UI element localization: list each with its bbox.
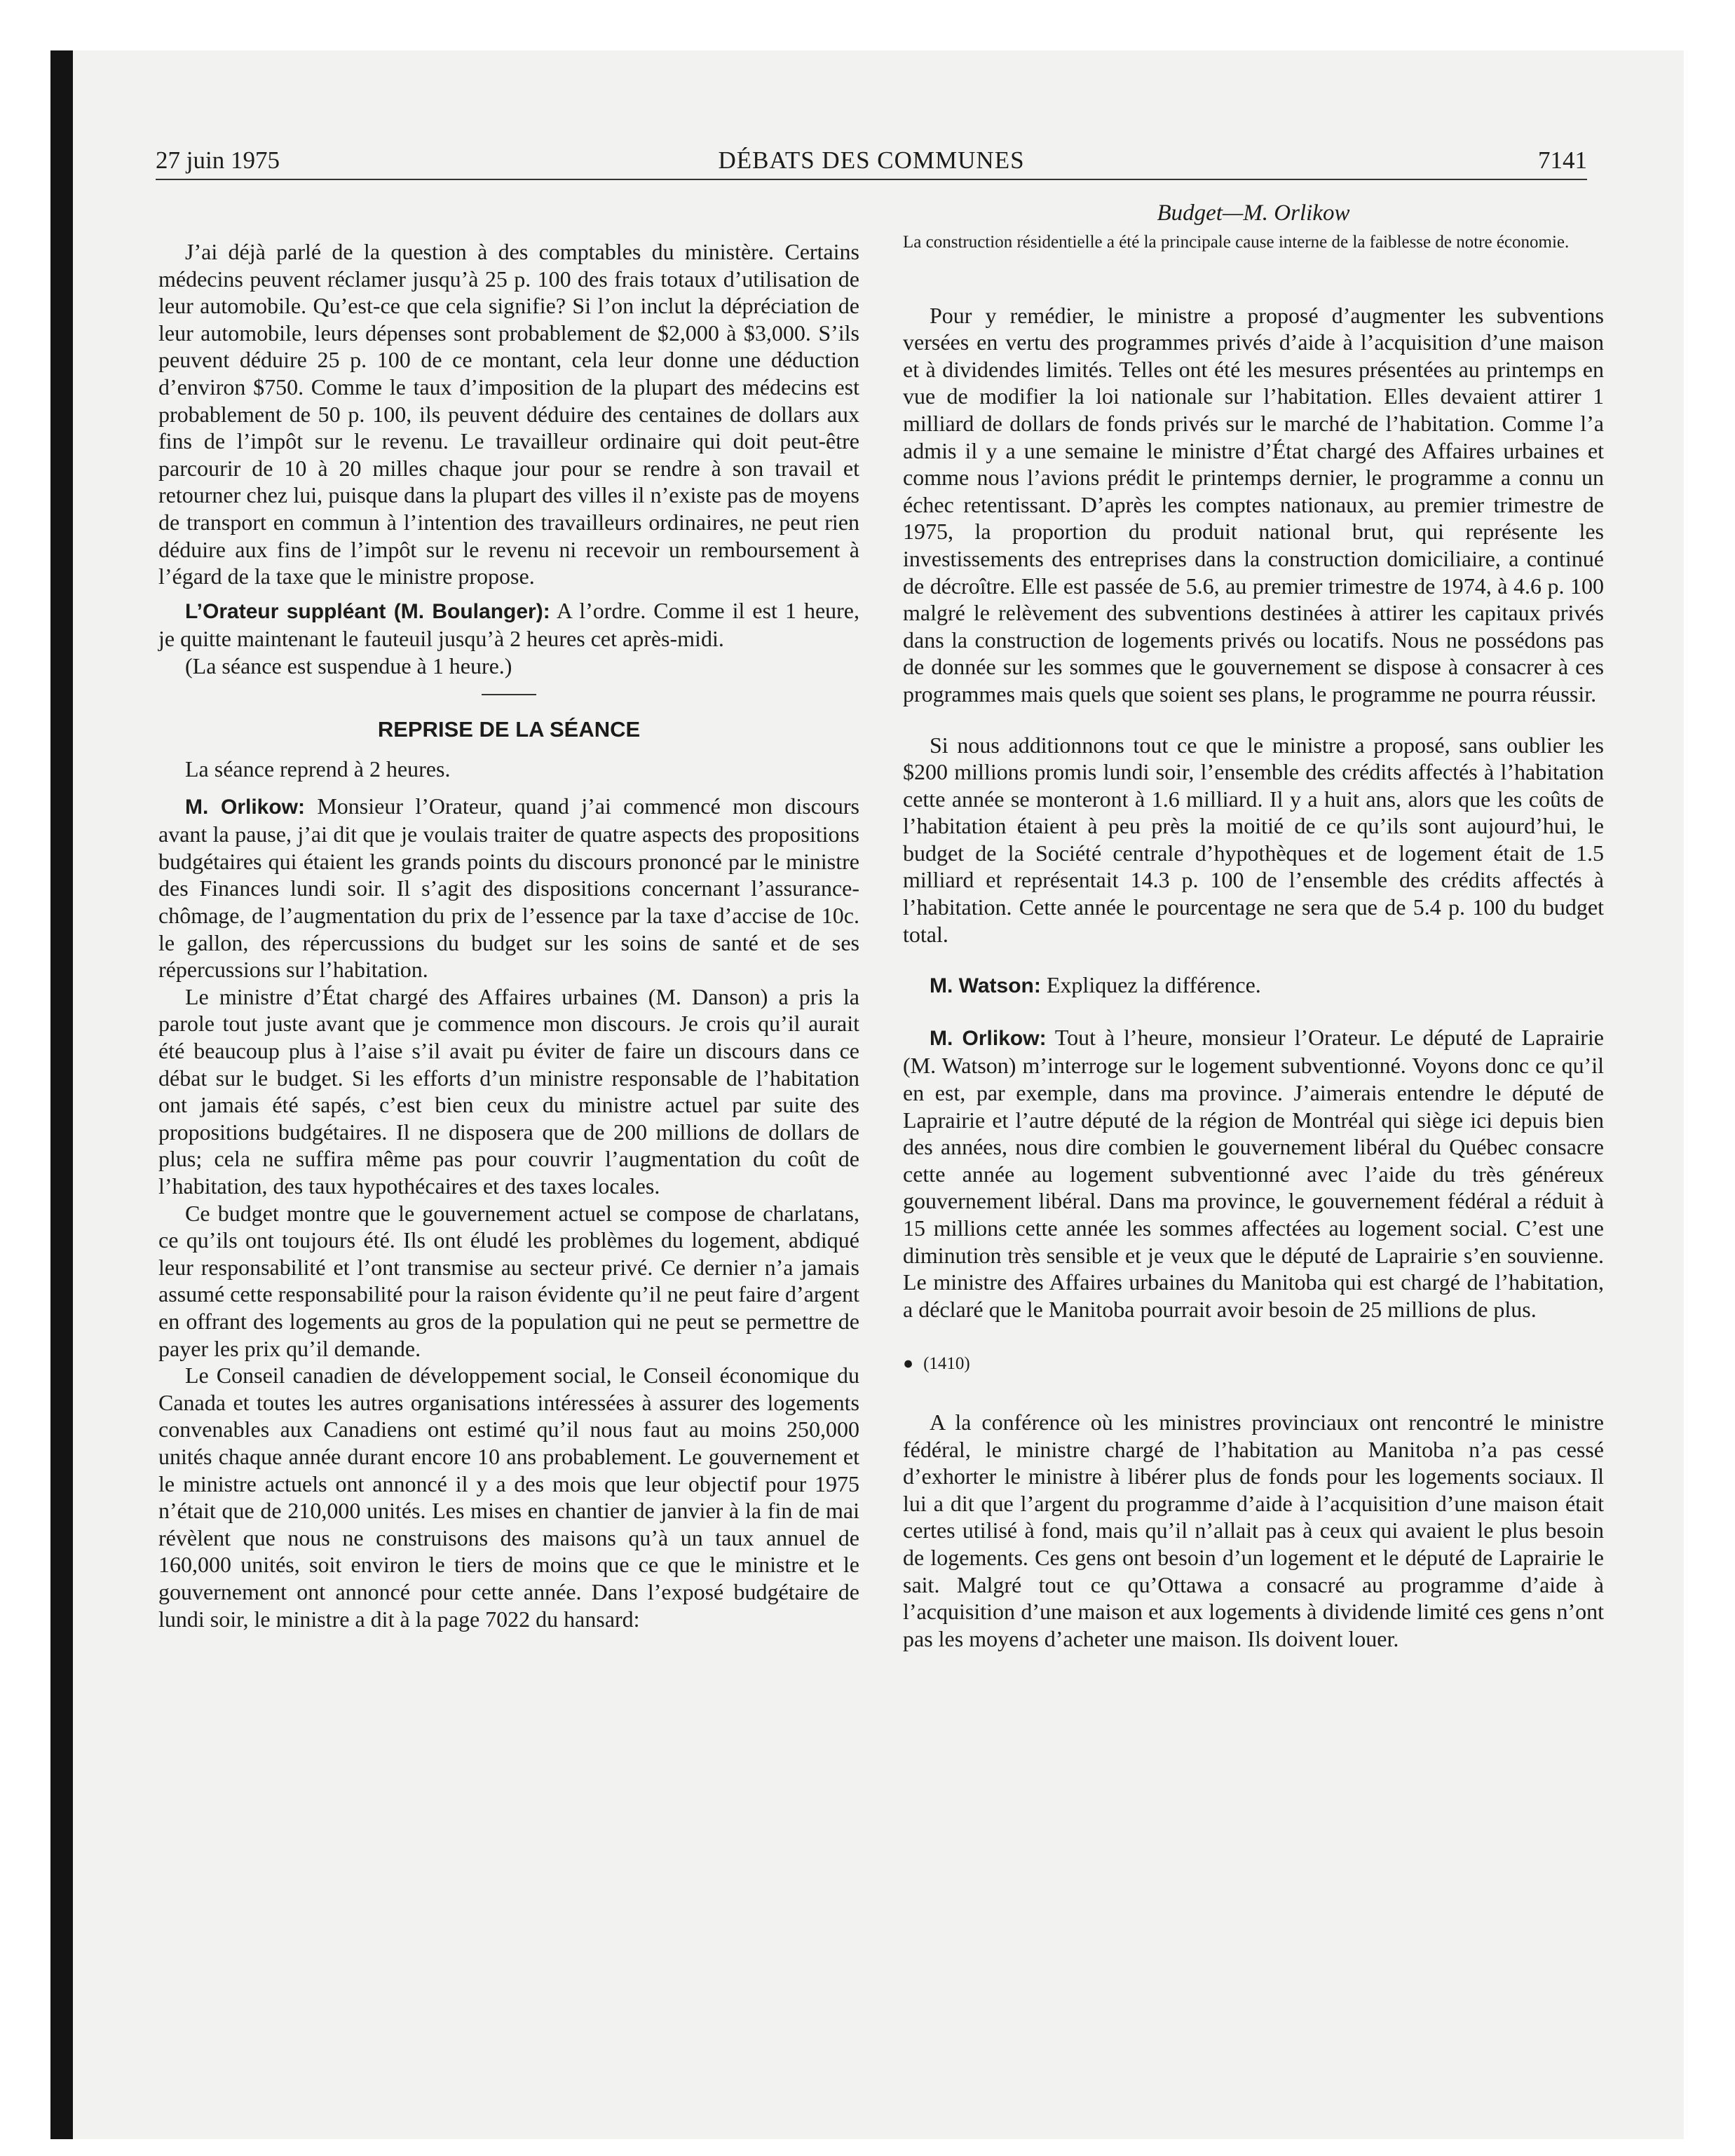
header-title: DÉBATS DES COMMUNES: [718, 146, 1025, 174]
speaker-name: L’Orateur suppléant (M. Boulanger):: [185, 599, 550, 623]
paragraph: Le ministre d’État chargé des Affaires urbaines (M. Danson) a pris la parole tout juste avant que je commence mon discours. Je crois qu’il aurait été beaucoup plus à l’aise s’il avait pu éviter de faire un discours dans ce débat sur le budget. Si les efforts d’un ministre responsable de l’habitation ont jamais été sapés, c’est bien ceux du ministre actuel par suite des propositions budgétaires. Il ne disposera que de 200 millions de dollars de plus; cela ne suffira même pas pour couvrir l’augmentation du coût de l’habitation, des taux hypothécaires et des taxes locales.: [158, 983, 859, 1199]
header-date: 27 juin 1975: [156, 146, 280, 174]
speech-text: Tout à l’heure, monsieur l’Orateur. Le député de Laprairie (M. Watson) m’interroge sur le logement subventionné. Voyons donc ce qu’il en est, par exemple, dans ma province. J’aimerais entendre le député de Laprairie et l’autre député de la région de Montréal qui siège ici depuis bien des années, nous dire combien le gouvernement libéral du Québec consacre cette année au logement subventionné avec l’aide du très généreux gouvernement libéral. Dans ma province, le gouvernement fédéral a réduit à 15 millions cette année les sommes affectées au logement social. C’est une diminution très sensible et je veux que le député de Laprairie s’en souvienne. Le ministre des Affaires urbaines du Manitoba qui est chargé de l’habitation, a déclaré que le Manitoba pourrait avoir besoin de 25 millions de plus.: [903, 1024, 1604, 1322]
paragraph: A la conférence où les ministres provinciaux ont rencontré le ministre fédéral, le ministre chargé de l’habitation au Manitoba n’a pas cessé d’exhorter le ministre à libérer plus de fonds pour les logements sociaux. Il lui a dit que l’argent du programme d’aide à l’acquisition d’une maison était certes utilisé à fond, mais qu’il n’allait pas à ceux qui avaient le plus besoin de logements. Ces gens ont besoin d’un logement et le député de Laprairie le sait. Malgré tout ce qu’Ottawa a consacré au programme d’aide à l’acquisition d’une maison et aux logements à dividende limité ces gens n’ont pas les moyens d’acheter une maison. Ils doivent louer.: [903, 1409, 1604, 1651]
page-header: [156, 144, 1587, 177]
time-marker: [903, 1351, 1604, 1378]
header-page-number: 7141: [1538, 146, 1587, 174]
speaker-name: M. Orlikow:: [185, 795, 306, 819]
procedural-note: (La séance est suspendue à 1 heure.): [185, 653, 512, 678]
left-column: [158, 200, 859, 1632]
paragraph: Le Conseil canadien de développement social, le Conseil économique du Canada et toutes les autres organisations intéressées à assurer des logements convenables aux Canadiens ont estimé qu’il nous faut au moins 250,000 unités chaque année durant encore 10 ans probablement. Le gouvernement et le ministre actuels ont annoncé il y a des mois que leur objectif pour 1975 n’était que de 210,000 unités. Les mises en chantier de janvier à la fin de mai révèlent que nous ne construisons des maisons qu’à un taux annuel de 160,000 unités, soit environ le tiers de moins que ce que le ministre et le gouvernement ont annoncé pour cette année. Dans l’exposé budgétaire de lundi soir, le ministre a dit à la page 7022 du hansard:: [158, 1363, 859, 1632]
time-marker-text: (1410): [923, 1354, 970, 1374]
paragraph: [158, 793, 859, 983]
speaker-name: M. Watson:: [930, 974, 1041, 998]
scan-border: [50, 50, 73, 2139]
paragraph: Si nous additionnons tout ce que le ministre a proposé, sans oublier les $200 millions promis lundi soir, l’ensemble des crédits affectés à l’habitation cette année se monteront à 1.6 milliard. Il y a huit ans, alors que les coûts de l’habitation étaient à peu près la moitié de ce qu’ils sont aujourd’hui, le budget de la Société centrale d’hypothèques et de logement était de 1.5 milliard et représentait 14.3 p. 100 de l’ensemble des crédits affectés à l’habitation. Cette année le pourcentage ne sera que de 5.4 p. 100 du budget total.: [903, 732, 1604, 947]
speech-text: A l’ordre. Comme il est 1 heure, je quitte maintenant le fauteuil jusqu’à 2 heures cet après-midi.: [158, 597, 860, 652]
bullet-dot-icon: ●: [903, 1354, 914, 1374]
paragraph: [158, 597, 859, 653]
procedural-note: La séance reprend à 2 heures.: [185, 756, 451, 782]
speaker-name: M. Orlikow:: [930, 1026, 1047, 1050]
budget-quote: La construction résidentielle a été la principale cause interne de la faiblesse de notre économie.: [903, 232, 1570, 252]
paragraph: Pour y remédier, le ministre a proposé d’augmenter les subventions versées en vertu des programmes privés d’aide à l’acquisition d’une maison et à dividendes limités. Telles ont été les mesures présentées au printemps en vue de modifier la loi nationale sur l’habitation. Elles devaient attirer 1 milliard de dollars de fonds privés sur le marché de l’habitation. Comme l’a admis il y a une semaine le ministre d’État chargé des Affaires urbaines et comme nous l’avions prédit le printemps dernier, le programme a connu un échec retentissant. D’après les comptes nationaux, au premier trimestre de 1975, la proportion du produit national brut, qui représente les investissements des entreprises dans la construction domiciliaire, a continué de décroître. Elle est passée de 5.6, au premier trimestre de 1974, à 4.6 p. 100 malgré le relèvement des subventions destinées à attirer les capitaux privés dans la construction de logements privés ou locatifs. Nous ne possédons pas de donnée sur les sommes que le gouvernement se dispose à consacrer à ces programmes mais quels que soient ses plans, le programme ne pourra réussir.: [903, 302, 1604, 707]
section-heading: REPRISE DE LA SÉANCE: [377, 716, 641, 742]
paragraph: J’ai déjà parlé de la question à des comptables du ministère. Certains médecins peuvent réclamer jusqu’à 25 p. 100 des frais totaux d’utilisation de leur automobile. Qu’est-ce que cela signifie? Si l’on inclut la dépréciation de leur automobile, leurs dépenses sont probablement de $2,000 à $3,000. S’ils peuvent déduire 25 p. 100 de ce montant, cela leur donne une déduction d’environ $750. Comme le taux d’imposition de la plupart des médecins est probablement de 50 p. 100, ils peuvent déduire des centaines de dollars aux fins de l’impôt sur le revenu. Le travailleur ordinaire qui doit peut-être parcourir de 10 à 20 milles chaque jour pour se rendre à son travail et retourner chez lui, puisque dans la plupart des villes il n’existe pas de moyens de transport en commun à l’intention des travailleurs ordinaires, ne peut rien déduire aux fins de l’impôt sur le revenu ni recevoir un remboursement à l’égard de la taxe que le ministre propose.: [158, 239, 859, 589]
speech-text: Expliquez la différence.: [1040, 972, 1261, 998]
section-divider: [482, 694, 536, 695]
running-head: Budget—M. Orlikow: [1157, 200, 1350, 226]
header-rule: [156, 179, 1587, 180]
paragraph: [903, 971, 1604, 1000]
paragraph: Ce budget montre que le gouvernement actuel se compose de charlatans, ce qu’ils ont toujours été. Ils ont éludé les problèmes du logement, abdiqué leur responsabilité et l’ont transmise au secteur privé. Ce dernier n’a jamais assumé cette responsabilité pour la raison évidente qu’il ne peut faire d’argent en offrant des logements au gros de la population qui ne peut se permettre de payer les prix qu’il demande.: [158, 1200, 859, 1361]
right-column: [903, 200, 1604, 1652]
speech-text: Monsieur l’Orateur, quand j’ai commencé mon discours avant la pause, j’ai dit que je voulais traiter de quatre aspects des propositions budgétaires qui étaient les grands points du discours prononcé par le ministre des Finances lundi soir. Il s’agit des dispositions concernant l’assurance-chômage, de l’augmentation du prix de l’essence par la taxe d’accise de 10c. le gallon, des répercussions du budget sur les soins de santé et de ses répercussions sur l’habitation.: [158, 793, 859, 983]
paragraph: [903, 1024, 1604, 1323]
